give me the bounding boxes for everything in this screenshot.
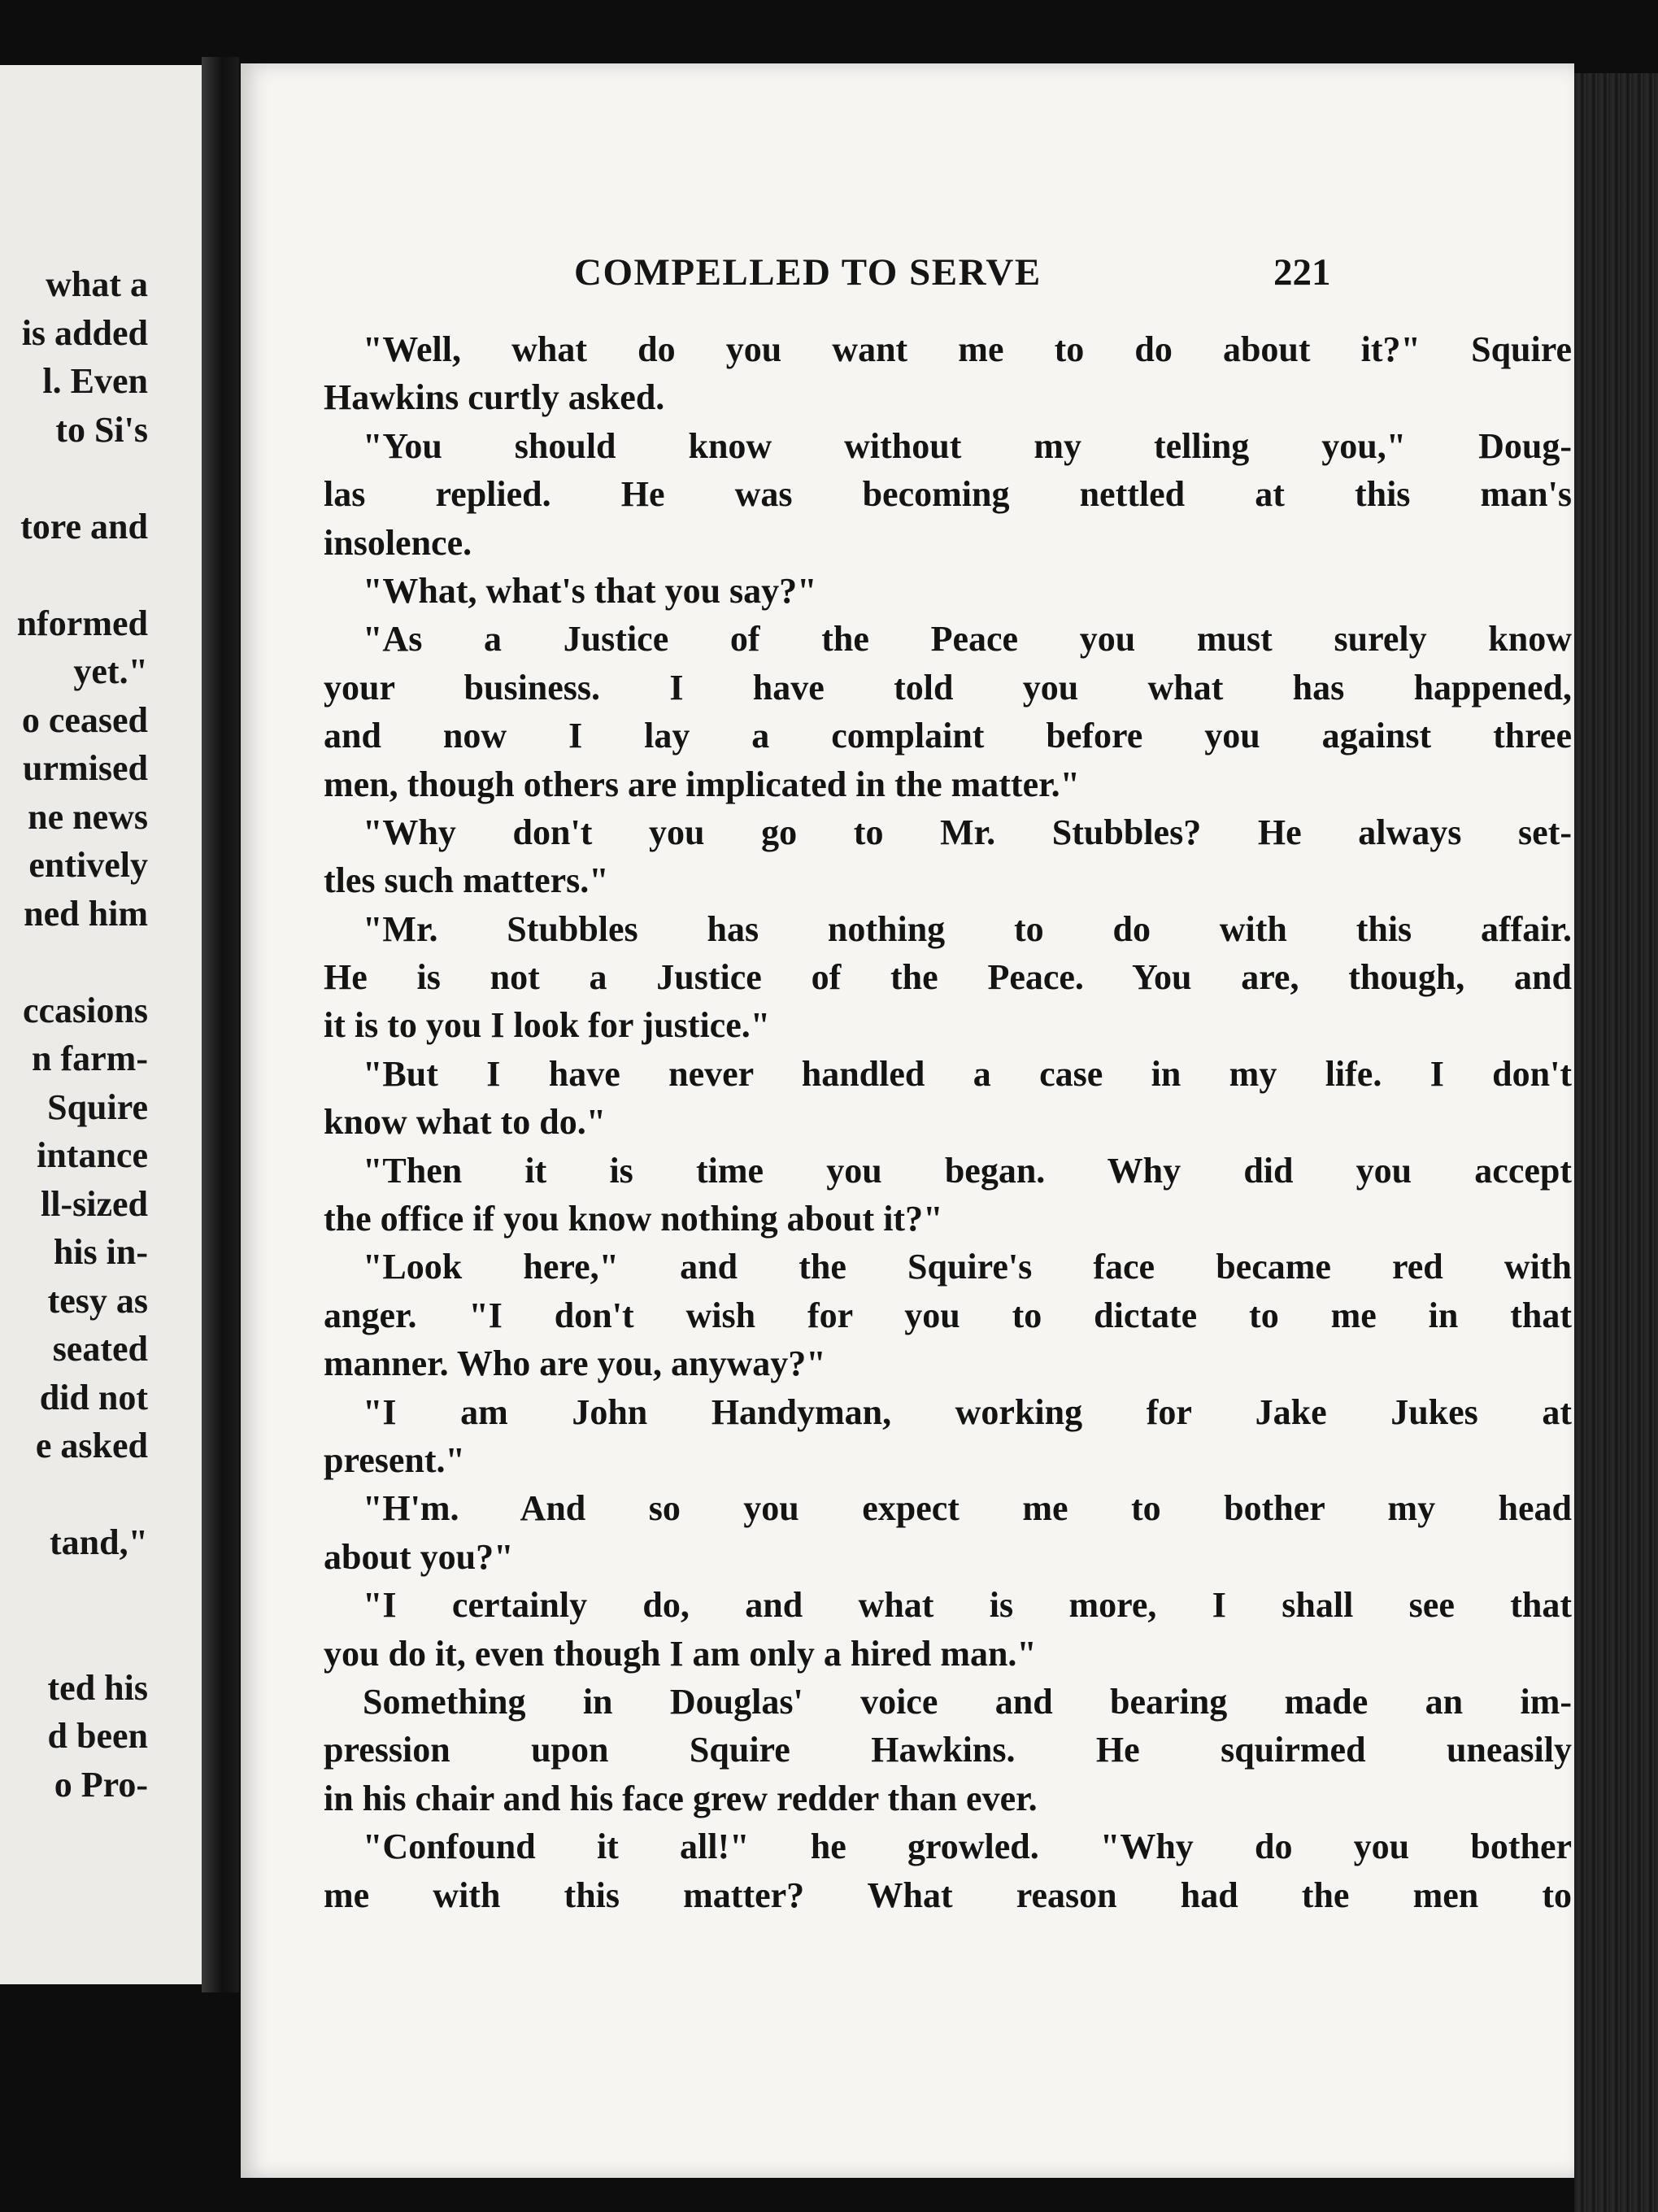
text-line: "What, what's that you say?": [363, 570, 817, 611]
text-line: it is to you I look for justice.": [324, 1005, 771, 1046]
left-page-line: [0, 454, 148, 503]
text-line: "Confound it all!" he growled. "Why do you bother: [363, 1827, 1572, 1867]
text-line: "Look here," and the Squire's face became red with: [363, 1247, 1572, 1287]
left-page-line: what a: [46, 264, 148, 304]
text-line: "You should know without my telling you," Doug-: [363, 425, 1572, 466]
left-page-text: [0, 260, 148, 1809]
text-line: "But I have never handled a case in my life. I don't: [363, 1053, 1572, 1094]
text-line: Something in Douglas' voice and bearing made an im-: [363, 1681, 1572, 1722]
left-page-line: urmised: [23, 748, 148, 788]
left-page-line: entively: [28, 845, 148, 885]
left-page-line: o ceased: [21, 699, 148, 740]
left-page-line: intance: [37, 1135, 148, 1175]
left-page-line: ted his: [47, 1667, 148, 1708]
text-line: las replied. He was becoming nettled at this man's: [324, 474, 1572, 515]
left-facing-page: [0, 65, 213, 1984]
left-page-line: ll-sized: [41, 1183, 148, 1224]
left-page-line: tore and: [20, 506, 148, 546]
text-line: men, though others are implicated in the matter.": [324, 764, 1081, 804]
text-line: "Then it is time you began. Why did you accept: [363, 1150, 1572, 1191]
main-page: [241, 63, 1574, 2178]
left-page-line: [0, 1567, 148, 1616]
left-page-line: seated: [52, 1329, 148, 1369]
left-page-line: tand,": [49, 1522, 148, 1562]
left-page-line: did not: [39, 1377, 148, 1417]
left-page-line: nformed: [16, 603, 148, 643]
text-line: tles such matters.": [324, 860, 609, 901]
left-page-line: Squire: [47, 1086, 148, 1127]
left-page-line: d been: [47, 1716, 148, 1756]
text-line: know what to do.": [324, 1102, 607, 1143]
text-line: He is not a Justice of the Peace. You are, though, and: [324, 957, 1572, 998]
left-page-line: l. Even: [42, 361, 148, 401]
left-page-line: ne news: [28, 796, 148, 837]
left-page-line: tesy as: [47, 1280, 148, 1321]
text-line: "Why don't you go to Mr. Stubbles? He always set-: [363, 812, 1572, 852]
left-page-line: [0, 1615, 148, 1664]
left-page-line: [0, 938, 148, 986]
left-page-line: ned him: [24, 893, 148, 934]
text-line: me with this matter? What reason had the men to: [324, 1875, 1572, 1915]
left-page-line: [0, 551, 148, 599]
text-line: about you?": [324, 1536, 514, 1577]
left-page-line: o Pro-: [54, 1764, 148, 1805]
text-line: "I certainly do, and what is more, I shall see that: [363, 1585, 1572, 1626]
book-gutter: [202, 57, 239, 1992]
text-line: anger. "I don't wish for you to dictate to me in that: [324, 1295, 1572, 1335]
text-line: the office if you know nothing about it?": [324, 1199, 943, 1239]
body-text: [324, 325, 1572, 1919]
text-line: "I am John Handyman, working for Jake Jukes at: [363, 1391, 1572, 1432]
text-line: manner. Who are you, anyway?": [324, 1343, 826, 1384]
page-number: 221: [1273, 251, 1331, 294]
text-line: Hawkins curtly asked.: [324, 377, 665, 418]
text-line: "As a Justice of the Peace you must surely know: [363, 619, 1572, 660]
running-title: COMPELLED TO SERVE: [574, 251, 1042, 294]
left-page-line: [0, 1470, 148, 1519]
left-page-line: yet.": [73, 651, 148, 691]
text-line: in his chair and his face grew redder than ever.: [324, 1778, 1038, 1818]
text-line: pression upon Squire Hawkins. He squirmed uneasily: [324, 1730, 1572, 1770]
text-line: your business. I have told you what has happened,: [324, 667, 1572, 708]
left-page-line: ccasions: [23, 990, 148, 1030]
left-page-line: e asked: [35, 1426, 148, 1465]
left-page-line: is added: [21, 312, 148, 353]
text-line: insolence.: [324, 522, 472, 563]
page-edges: [1574, 73, 1658, 2212]
text-line: and now I lay a complaint before you against three: [324, 716, 1572, 756]
text-line: present.": [324, 1439, 465, 1480]
text-line: you do it, even though I am only a hired man.": [324, 1633, 1037, 1674]
text-line: "H'm. And so you expect me to bother my head: [363, 1488, 1572, 1529]
left-page-line: to Si's: [55, 409, 148, 450]
left-page-line: his in-: [53, 1232, 148, 1272]
left-page-line: n farm-: [32, 1039, 148, 1078]
running-header: [241, 250, 1574, 307]
text-line: "Well, what do you want me to do about it?" Squire: [363, 329, 1572, 369]
text-line: "Mr. Stubbles has nothing to do with this affair.: [363, 908, 1572, 949]
